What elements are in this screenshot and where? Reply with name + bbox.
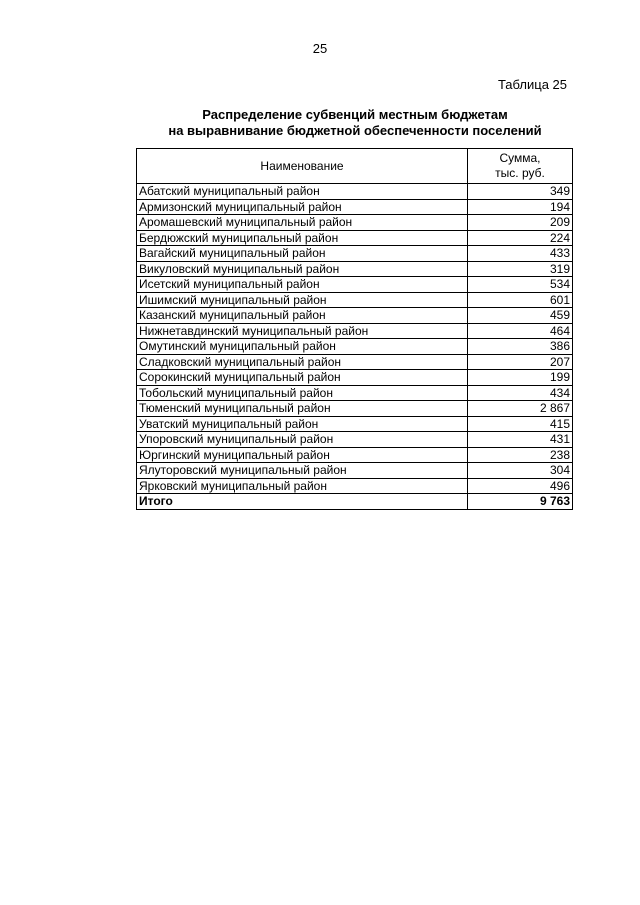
- row-name: Казанский муниципальный район: [137, 308, 468, 324]
- row-name: Тобольский муниципальный район: [137, 385, 468, 401]
- row-name: Уватский муниципальный район: [137, 416, 468, 432]
- table-row: [137, 370, 573, 386]
- row-name: Юргинский муниципальный район: [137, 447, 468, 463]
- row-sum: 238: [468, 447, 573, 463]
- row-sum: 601: [468, 292, 573, 308]
- row-name: Бердюжский муниципальный район: [137, 230, 468, 246]
- total-name: Итого: [137, 494, 468, 510]
- row-sum: 415: [468, 416, 573, 432]
- row-sum: 434: [468, 385, 573, 401]
- row-sum: 319: [468, 261, 573, 277]
- row-name: Нижнетавдинский муниципальный район: [137, 323, 468, 339]
- row-sum: 459: [468, 308, 573, 324]
- table-caption: Таблица 25: [497, 77, 567, 92]
- row-sum: 2 867: [468, 401, 573, 417]
- table-row: [137, 184, 573, 200]
- row-name: Сорокинский муниципальный район: [137, 370, 468, 386]
- row-name: Аромашевский муниципальный район: [137, 215, 468, 231]
- table-row: [137, 463, 573, 479]
- row-sum: 199: [468, 370, 573, 386]
- table-row: [137, 323, 573, 339]
- table-row: [137, 215, 573, 231]
- table-row: [137, 277, 573, 293]
- table-row: [137, 246, 573, 262]
- table-title: [0, 107, 640, 139]
- table-row: [137, 292, 573, 308]
- table-row: [137, 385, 573, 401]
- row-name: Исетский муниципальный район: [137, 277, 468, 293]
- row-name: Армизонский муниципальный район: [137, 199, 468, 215]
- row-sum: 496: [468, 478, 573, 494]
- row-sum: 194: [468, 199, 573, 215]
- header-name: Наименование: [137, 149, 468, 184]
- table-row: [137, 199, 573, 215]
- row-sum: 433: [468, 246, 573, 262]
- row-sum: 224: [468, 230, 573, 246]
- table-total-row: [137, 494, 573, 510]
- table-row: [137, 308, 573, 324]
- row-sum: 386: [468, 339, 573, 355]
- total-sum: 9 763: [468, 494, 573, 510]
- table-title-line-2: на выравнивание бюджетной обеспеченности поселений: [168, 123, 542, 138]
- header-sum: [468, 149, 573, 184]
- table-row: [137, 416, 573, 432]
- row-sum: 464: [468, 323, 573, 339]
- table-header-row: [137, 149, 573, 184]
- row-sum: 534: [468, 277, 573, 293]
- row-name: Ярковский муниципальный район: [137, 478, 468, 494]
- row-sum: 304: [468, 463, 573, 479]
- row-name: Абатский муниципальный район: [137, 184, 468, 200]
- row-name: Вагайский муниципальный район: [137, 246, 468, 262]
- row-sum: 209: [468, 215, 573, 231]
- row-name: Викуловский муниципальный район: [137, 261, 468, 277]
- table-row: [137, 261, 573, 277]
- row-sum: 431: [468, 432, 573, 448]
- row-sum: 349: [468, 184, 573, 200]
- header-sum-line-1: Сумма,: [499, 151, 541, 165]
- row-name: Упоровский муниципальный район: [137, 432, 468, 448]
- row-name: Тюменский муниципальный район: [137, 401, 468, 417]
- header-sum-line-2: тыс. руб.: [495, 166, 545, 180]
- subvention-table: [136, 148, 573, 510]
- table-row: [137, 401, 573, 417]
- row-name: Ялуторовский муниципальный район: [137, 463, 468, 479]
- table-body: [137, 184, 573, 510]
- row-name: Ишимский муниципальный район: [137, 292, 468, 308]
- table-row: [137, 354, 573, 370]
- table-row: [137, 339, 573, 355]
- table-row: [137, 432, 573, 448]
- row-name: Сладковский муниципальный район: [137, 354, 468, 370]
- row-name: Омутинский муниципальный район: [137, 339, 468, 355]
- table-title-line-1: Распределение субвенций местным бюджетам: [202, 107, 508, 122]
- table-row: [137, 478, 573, 494]
- table-row: [137, 230, 573, 246]
- page-number: 25: [312, 41, 328, 56]
- row-sum: 207: [468, 354, 573, 370]
- table-row: [137, 447, 573, 463]
